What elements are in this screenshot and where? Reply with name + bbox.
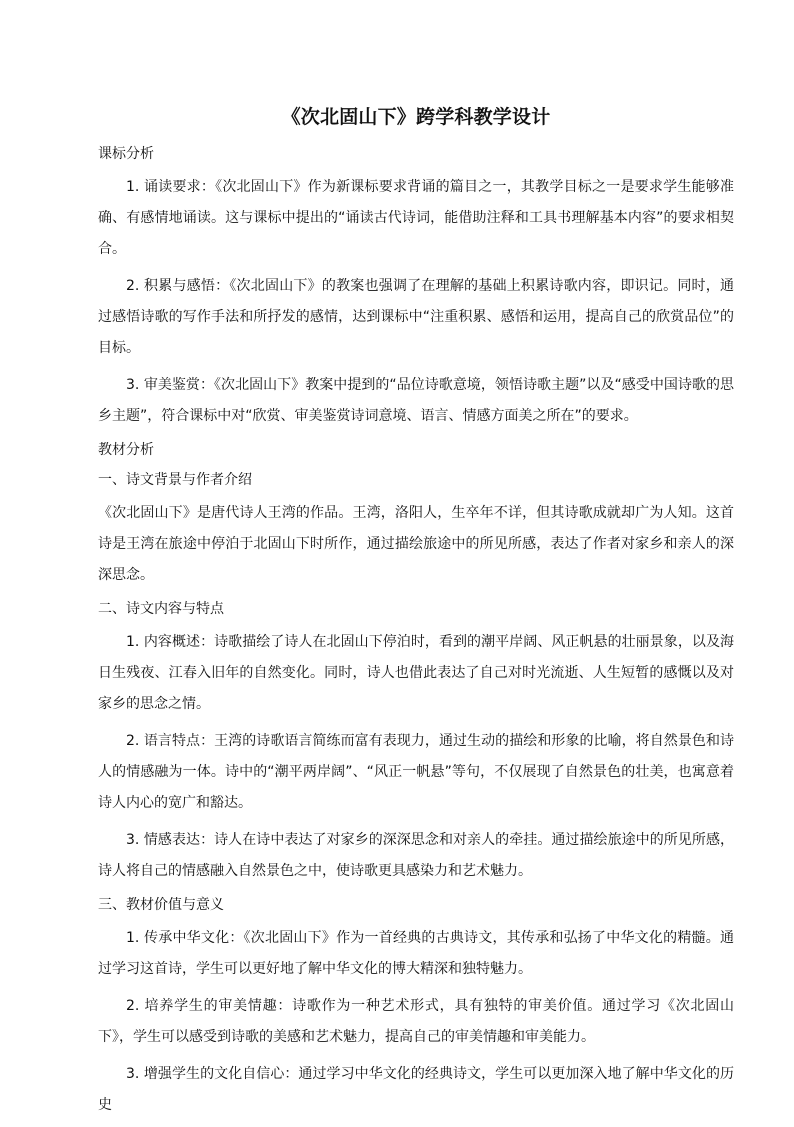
content-features-item-3: 3. 情感表达：诗人在诗中表达了对家乡的深深思念和对亲人的牵挂。通过描绘旅途中的所见所感，诗人将自己的情感融入自然景色之中，使诗歌更具感染力和艺术魅力。 <box>98 832 734 879</box>
document-title: 《次北固山下》跨学科教学设计 <box>281 106 551 128</box>
subheading-content-features: 二、诗文内容与特点 <box>98 601 224 617</box>
curriculum-item-3: 3. 审美鉴赏：《次北固山下》教案中提到的“品位诗歌意境，领悟诗歌主题”以及“感受中国诗歌的思乡主题”，符合课标中对“欣赏、审美鉴赏诗词意境、语言、情感方面美之所在”的要求。 <box>98 377 734 424</box>
value-significance-item-3: 3. 增强学生的文化自信心：通过学习中华文化的经典诗文，学生可以更加深入地了解中华文化的历史 <box>98 1066 734 1113</box>
subheading-value-significance: 三、教材价值与意义 <box>98 897 224 913</box>
content-features-item-1: 1. 内容概述：诗歌描绘了诗人在北固山下停泊时，看到的潮平岸阔、风正帆悬的壮丽景象，以及海日生残夜、江春入旧年的自然变化。同时，诗人也借此表达了自己对时光流逝、人生短暂的感慨以及对家乡的思念之情。 <box>98 634 734 712</box>
document-body <box>98 102 734 1127</box>
curriculum-item-1: 1. 诵读要求：《次北固山下》作为新课标要求背诵的篇目之一，其教学目标之一是要求学生能够准确、有感情地诵读。这与课标中提出的“诵读古代诗词，能借助注释和工具书理解基本内容”的要求相契合。 <box>98 179 734 257</box>
curriculum-item-2: 2. 积累与感悟：《次北固山下》的教案也强调了在理解的基础上积累诗歌内容，即识记。同时，通过感悟诗歌的写作手法和所抒发的感情，达到课标中“注重积累、感悟和运用，提高自己的欣赏品位”的目标。 <box>98 278 734 356</box>
subheading-background-author: 一、诗文背景与作者介绍 <box>98 472 252 488</box>
value-significance-item-1: 1. 传承中华文化：《次北固山下》作为一首经典的古典诗文，其传承和弘扬了中华文化的精髓。通过学习这首诗，学生可以更好地了解中华文化的博大精深和独特魅力。 <box>98 930 734 977</box>
section-heading-curriculum: 课标分析 <box>98 146 154 162</box>
value-significance-item-2: 2. 培养学生的审美情趣：诗歌作为一种艺术形式，具有独特的审美价值。通过学习《次北固山下》，学生可以感受到诗歌的美感和艺术魅力，提高自己的审美情趣和审美能力。 <box>98 998 734 1045</box>
section-heading-textbook: 教材分析 <box>98 442 154 458</box>
background-author-text: 《次北固山下》是唐代诗人王湾的作品。王湾，洛阳人，生卒年不详，但其诗歌成就却广为人知。这首诗是王湾在旅途中停泊于北固山下时所作，通过描绘旅途中的所见所感，表达了作者对家乡和亲人的深深思念。 <box>98 505 734 583</box>
content-features-item-2: 2. 语言特点：王湾的诗歌语言简练而富有表现力，通过生动的描绘和形象的比喻，将自然景色和诗人的情感融为一体。诗中的“潮平两岸阔”、“风正一帆悬”等句，不仅展现了自然景色的壮美，也寓意着诗人内心的宽广和豁达。 <box>98 733 734 811</box>
